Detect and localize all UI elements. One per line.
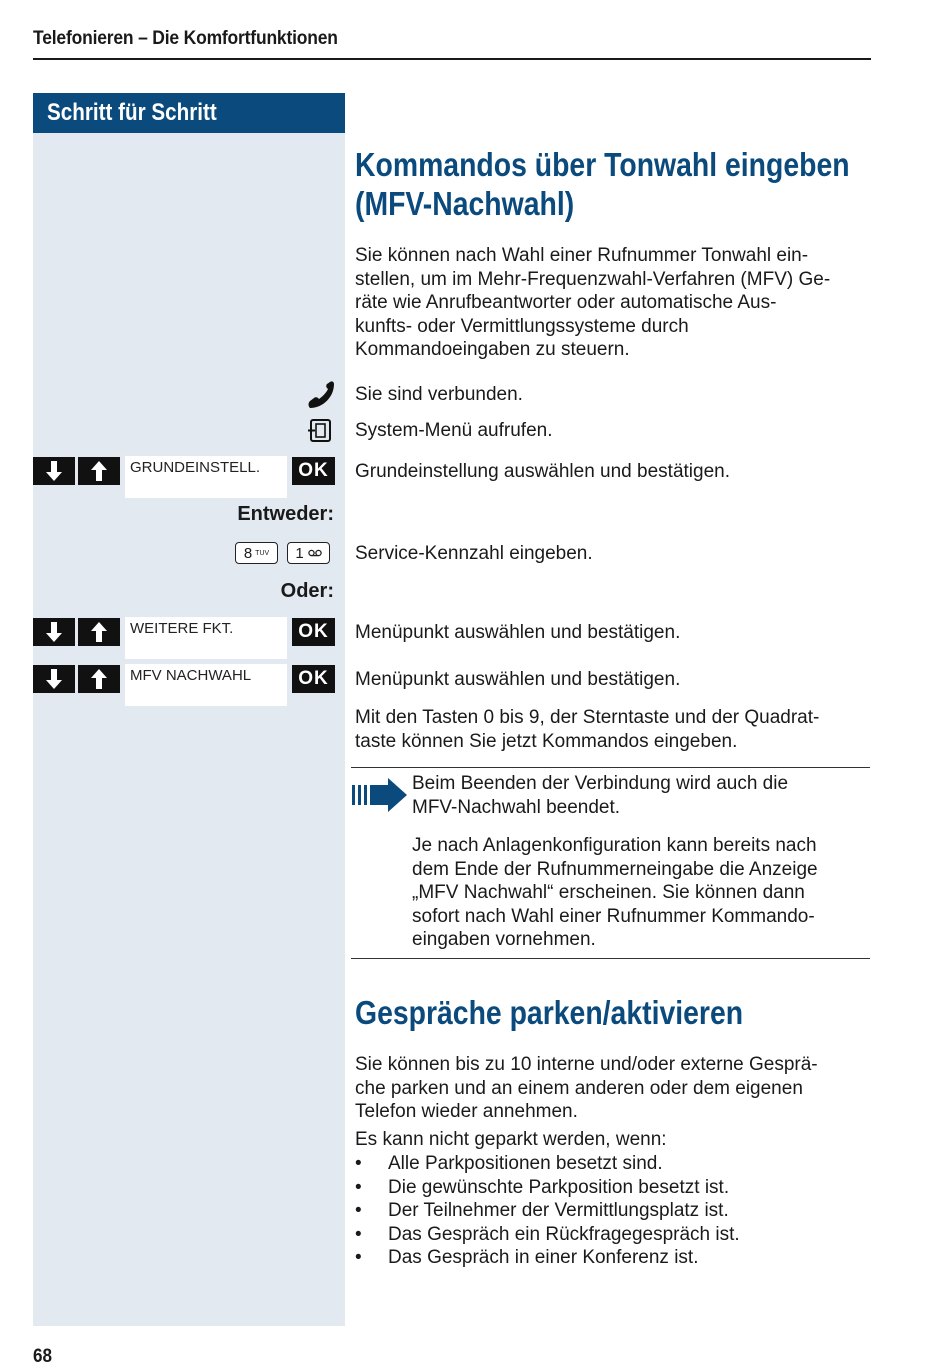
key-8-digit: 8	[243, 544, 253, 562]
text-line: räte wie Anrufbeantworter oder automatische Aus-	[355, 292, 777, 313]
handset-icon	[305, 381, 335, 411]
text-line: „MFV Nachwahl“ erscheinen. Sie können dann	[412, 882, 805, 903]
list-item	[355, 1152, 875, 1176]
arrow-down-icon	[45, 621, 63, 643]
scroll-down-button[interactable]	[33, 665, 75, 693]
menu-item-mfv-nachwahl[interactable]: MFV NACHWAHL	[125, 664, 287, 706]
scroll-up-button[interactable]	[78, 665, 120, 693]
text-line: dem Ende der Rufnummerneingabe die Anzeige	[412, 858, 818, 880]
arrow-up-icon	[90, 621, 108, 643]
parken-list-intro: Es kann nicht geparkt werden, wenn:	[355, 1129, 667, 1150]
list-item	[355, 1246, 875, 1270]
step-grundeinstell-text: Grundeinstellung auswählen und bestätigen.	[355, 461, 730, 482]
section-title-mfv-line2: (MFV-Nachwahl)	[355, 185, 575, 222]
arrow-down-icon	[45, 668, 63, 690]
sidebar-heading	[33, 93, 345, 133]
step-system-menu-text: System-Menü aufrufen.	[355, 420, 553, 441]
text-line: Beim Beenden der Verbindung wird auch die	[412, 773, 789, 794]
note-paragraph-1	[412, 772, 932, 819]
parken-intro-paragraph	[355, 1053, 875, 1124]
scroll-down-button[interactable]	[33, 618, 75, 646]
text-line: Kommandoeingaben zu steuern.	[355, 339, 630, 360]
ok-button[interactable]: OK	[292, 618, 335, 646]
scroll-up-button[interactable]	[78, 618, 120, 646]
list-item-text: Das Gespräch ein Rückfragegespräch ist.	[388, 1223, 740, 1245]
text-line: MFV-Nachwahl beendet.	[412, 796, 621, 818]
menu-item-grundeinstell[interactable]: GRUNDEINSTELL.	[125, 456, 287, 498]
text-line: che parken und an einem anderen oder dem eigenen	[355, 1077, 803, 1099]
menu-key-icon	[307, 418, 332, 443]
arrow-up-icon	[90, 668, 108, 690]
scroll-up-button[interactable]	[78, 457, 120, 485]
section-title-parken: Gespräche parken/aktivieren	[355, 994, 744, 1031]
step-connected-text: Sie sind verbunden.	[355, 384, 523, 405]
key-1[interactable]	[287, 542, 330, 564]
ok-button[interactable]: OK	[292, 665, 335, 693]
note-paragraph-2	[412, 834, 932, 952]
voicemail-icon	[308, 549, 322, 557]
key-8[interactable]	[235, 542, 278, 564]
running-header: Telefonieren – Die Komfortfunktionen	[33, 28, 338, 49]
text-line: eingaben vornehmen.	[412, 929, 596, 950]
bullet: •	[355, 1200, 362, 1221]
text-line: Mit den Tasten 0 bis 9, der Sterntaste und der Quadrat-	[355, 707, 820, 728]
bullet: •	[355, 1176, 362, 1198]
text-line: Sie können bis zu 10 interne und/oder externe Gesprä-	[355, 1054, 818, 1075]
list-item	[355, 1176, 875, 1200]
list-item-text: Der Teilnehmer der Vermittlungsplatz ist.	[388, 1200, 729, 1221]
step-mfv-text: Menüpunkt auswählen und bestätigen.	[355, 669, 681, 690]
note-arrow-icon	[352, 778, 408, 812]
bullet: •	[355, 1247, 362, 1268]
arrow-up-icon	[90, 460, 108, 482]
sidebar-heading-text: Schritt für Schritt	[47, 99, 217, 126]
text-line: Je nach Anlagenkonfiguration kann bereits nach	[412, 835, 817, 856]
step-service-text: Service-Kennzahl eingeben.	[355, 543, 593, 564]
list-item	[355, 1223, 875, 1247]
note-top-rule	[351, 767, 870, 768]
or-label: Oder:	[280, 580, 334, 602]
list-item	[355, 1199, 875, 1223]
key-8-letters: TUV	[255, 549, 270, 557]
either-label: Entweder:	[237, 503, 334, 525]
commands-paragraph	[355, 706, 875, 753]
text-line: taste können Sie jetzt Kommandos eingeben.	[355, 730, 738, 752]
text-line: sofort nach Wahl einer Rufnummer Kommando-	[412, 905, 815, 927]
step-sidebar	[33, 93, 345, 1326]
list-item-text: Alle Parkpositionen besetzt sind.	[388, 1153, 663, 1174]
section-title-mfv: Kommandos über Tonwahl eingeben	[355, 146, 850, 183]
page-number: 68	[33, 1346, 53, 1367]
header-rule	[33, 58, 871, 60]
list-item-text: Die gewünschte Parkposition besetzt ist.	[388, 1176, 730, 1198]
mfv-intro-paragraph	[355, 244, 875, 362]
parken-conditions-list	[355, 1152, 875, 1270]
bullet: •	[355, 1153, 362, 1174]
text-line: kunfts- oder Vermittlungssysteme durch	[355, 315, 689, 337]
arrow-down-icon	[45, 460, 63, 482]
text-line: stellen, um im Mehr-Frequenzwahl-Verfahren (MFV) Ge-	[355, 268, 831, 290]
key-1-digit: 1	[295, 544, 304, 562]
list-item-text: Das Gespräch in einer Konferenz ist.	[388, 1247, 699, 1268]
note-bottom-rule	[351, 958, 870, 959]
text-line: Sie können nach Wahl einer Rufnummer Tonwahl ein-	[355, 245, 809, 266]
ok-button[interactable]: OK	[292, 457, 335, 485]
menu-item-weitere-fkt[interactable]: WEITERE FKT.	[125, 617, 287, 659]
scroll-down-button[interactable]	[33, 457, 75, 485]
text-line: Telefon wieder annehmen.	[355, 1101, 578, 1122]
step-weitere-text: Menüpunkt auswählen und bestätigen.	[355, 622, 681, 643]
bullet: •	[355, 1223, 362, 1245]
